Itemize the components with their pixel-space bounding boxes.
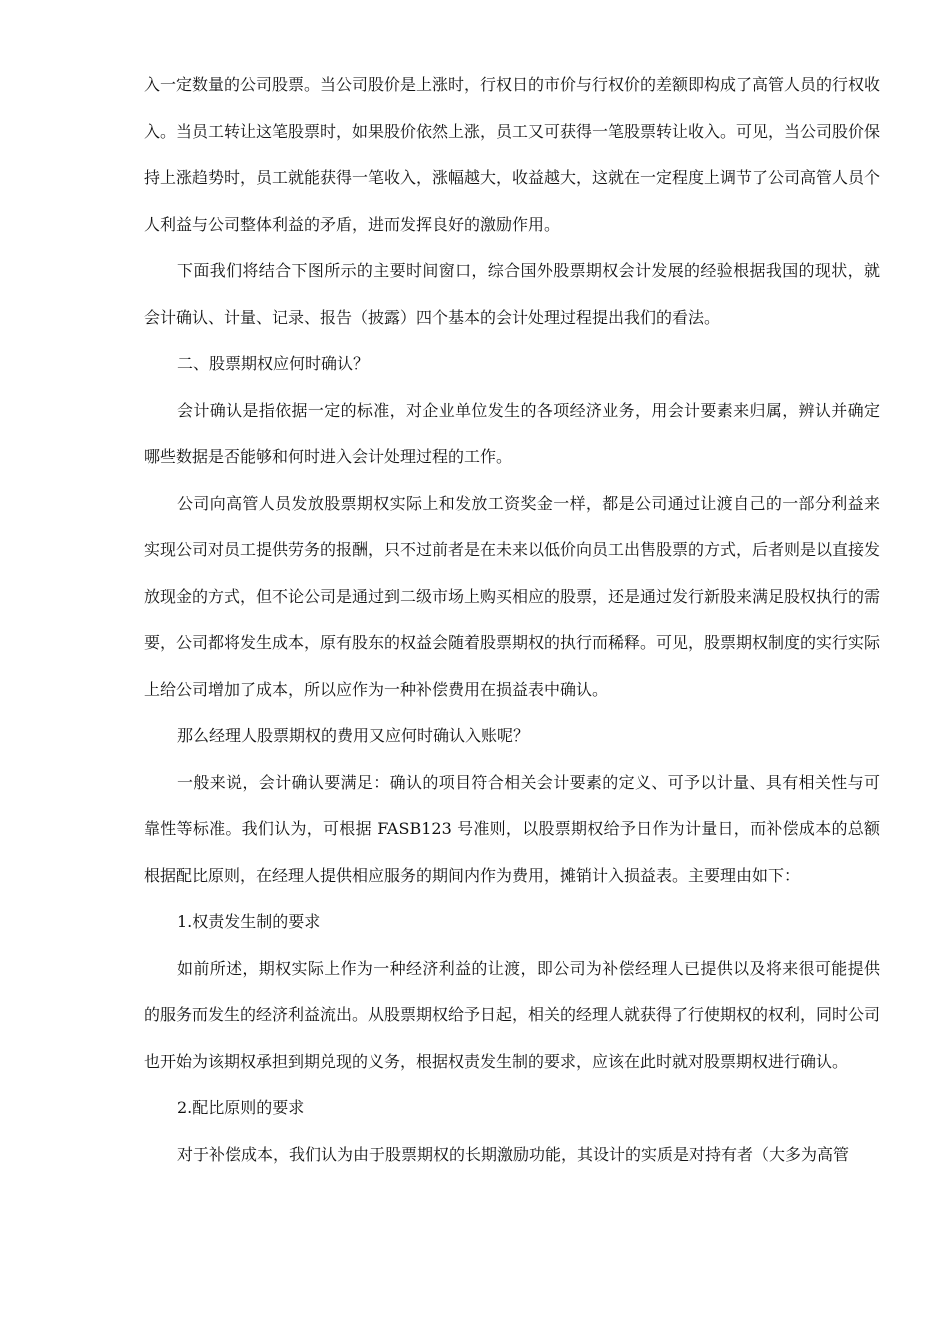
subheading-2: 2.配比原则的要求 bbox=[177, 1098, 305, 1117]
document-body bbox=[144, 62, 880, 1178]
paragraph-4: 公司向高管人员发放股票期权实际上和发放工资奖金一样，都是公司通过让渡自己的一部分利益来实现公司对员工提供劳务的报酬，只不过前者是在未来以低价向员工出售股票的方式，后者则是以直接发放现金的方式，但不论公司是通过到二级市场上购买相应的股票，还是通过发行新股来满足股权执行的需要，公司都将发生成本，原有股东的权益会随着股票期权的执行而稀释。可见，股票期权制度的实行实际上给公司增加了成本，所以应作为一种补偿费用在损益表中确认。 bbox=[144, 493, 881, 699]
paragraph-5: 那么经理人股票期权的费用又应何时确认入账呢？ bbox=[177, 726, 530, 745]
paragraph-7: 如前所述，期权实际上作为一种经济利益的让渡，即公司为补偿经理人已提供以及将来很可能提供的服务而发生的经济利益流出。从股票期权给予日起，相关的经理人就获得了行使期权的权利，同时公司也开始为该期权承担到期兑现的义务，根据权责发生制的要求，应该在此时就对股票期权进行确认。 bbox=[144, 958, 881, 1071]
section-heading-2: 二、股票期权应何时确认？ bbox=[177, 354, 370, 373]
paragraph-3: 会计确认是指依据一定的标准，对企业单位发生的各项经济业务，用会计要素来归属，辨认并确定哪些数据是否能够和何时进入会计处理过程的工作。 bbox=[144, 400, 880, 466]
paragraph-2: 下面我们将结合下图所示的主要时间窗口，综合国外股票期权会计发展的经验根据我国的现状，就会计确认、计量、记录、报告（披露）四个基本的会计处理过程提出我们的看法。 bbox=[144, 261, 880, 327]
subheading-1: 1.权责发生制的要求 bbox=[177, 912, 321, 931]
paragraph-1: 入一定数量的公司股票。当公司股价是上涨时，行权日的市价与行权价的差额即构成了高管人员的行权收入。当员工转让这笔股票时，如果股价依然上涨，员工又可获得一笔股票转让收入。可见，当公司股价保持上涨趋势时，员工就能获得一笔收入，涨幅越大，收益越大，这就在一定程度上调节了公司高管人员个人利益与公司整体利益的矛盾，进而发挥良好的激励作用。 bbox=[144, 75, 881, 234]
paragraph-6: 一般来说，会计确认要满足：确认的项目符合相关会计要素的定义、可予以计量、具有相关性与可靠性等标准。我们认为，可根据 FASB123 号准则，以股票期权给予日作为计量日，而补偿成本的总额根据配比原则，在经理人提供相应服务的期间内作为费用，摊销计入损益表。主要理由如下： bbox=[144, 772, 880, 885]
paragraph-8: 对于补偿成本，我们认为由于股票期权的长期激励功能，其设计的实质是对持有者（大多为高管 bbox=[177, 1144, 850, 1164]
